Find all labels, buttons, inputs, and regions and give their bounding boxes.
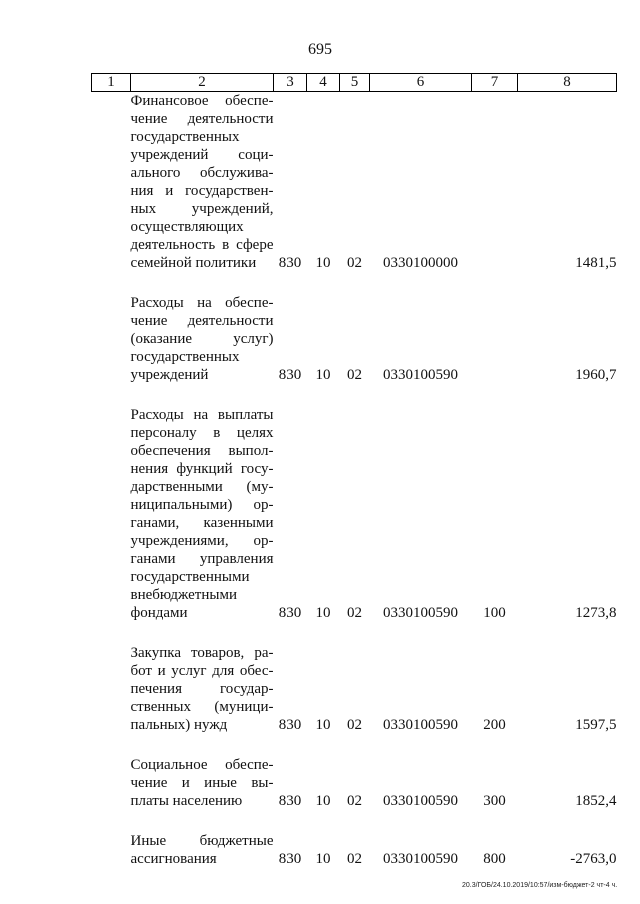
row-description: Расходы на выплаты персоналу в целях обеспечения выполнения функций государственными (муниципальными) органами, казенными учреждениями, органами управления государственными внебюджетными фондами xyxy=(130,407,274,621)
amount-cell: 1273,8 xyxy=(575,605,617,621)
subsection-cell: 02 xyxy=(347,367,362,383)
amount-cell: -2763,0 xyxy=(570,851,617,867)
admin-code-cell: 830 xyxy=(278,367,302,383)
section-cell: 10 xyxy=(315,255,331,271)
amount-cell: 1960,7 xyxy=(575,367,617,383)
section-cell: 10 xyxy=(315,605,331,621)
row-description: Закупка товаров, работ и услуг для обеспечения государственных (муниципальных) нужд xyxy=(130,645,274,733)
admin-code-cell: 830 xyxy=(278,255,302,271)
admin-code-cell: 830 xyxy=(278,851,302,867)
section-cell: 10 xyxy=(315,793,331,809)
column-header-1: 1 xyxy=(92,74,131,92)
table-row xyxy=(92,832,617,868)
column-header-5: 5 xyxy=(340,74,370,92)
row-description: Финансовое обеспечение деятельности государственных учреждений социального обслуживания и государственных учреждений, осуществляющих деятельность в сфере семейной политики xyxy=(130,93,274,271)
amount-cell: 1852,4 xyxy=(575,793,617,809)
row-description: Социальное обеспечение и иные выплаты населению xyxy=(130,757,274,809)
subsection-cell: 02 xyxy=(347,605,362,621)
row-description: Расходы на обеспечение деятельности (оказание услуг) государственных учреждений xyxy=(130,295,274,383)
table-row xyxy=(92,92,617,273)
table-row xyxy=(92,644,617,734)
expense-type-cell: 200 xyxy=(483,717,506,733)
target-article-cell: 0330100590 xyxy=(383,367,458,383)
table-row xyxy=(92,406,617,622)
target-article-cell: 0330100000 xyxy=(383,255,458,271)
column-header-7: 7 xyxy=(472,74,518,92)
row-description: Иные бюджетные ассигнования xyxy=(130,833,274,867)
budget-table xyxy=(91,73,617,868)
section-cell: 10 xyxy=(315,717,331,733)
admin-code-cell: 830 xyxy=(278,605,302,621)
column-header-3: 3 xyxy=(274,74,307,92)
column-header-6: 6 xyxy=(370,74,472,92)
subsection-cell: 02 xyxy=(347,851,362,867)
column-header-2: 2 xyxy=(131,74,274,92)
expense-type-cell: 300 xyxy=(483,793,506,809)
subsection-cell: 02 xyxy=(347,793,362,809)
amount-cell: 1481,5 xyxy=(575,255,617,271)
target-article-cell: 0330100590 xyxy=(383,793,458,809)
subsection-cell: 02 xyxy=(347,717,362,733)
expense-type-cell: 800 xyxy=(483,851,506,867)
admin-code-cell: 830 xyxy=(278,717,302,733)
document-footer-code: 20.3/ГОБ/24.10.2019/10:57/изм-бюджет-2 чт-4 ч. xyxy=(462,882,618,889)
target-article-cell: 0330100590 xyxy=(383,717,458,733)
target-article-cell: 0330100590 xyxy=(383,605,458,621)
table-header-row xyxy=(92,74,617,92)
admin-code-cell: 830 xyxy=(278,793,302,809)
target-article-cell: 0330100590 xyxy=(383,851,458,867)
page-number: 695 xyxy=(308,41,332,58)
expense-type-cell xyxy=(472,92,518,273)
amount-cell: 1597,5 xyxy=(575,717,617,733)
column-header-8: 8 xyxy=(518,74,617,92)
subsection-cell: 02 xyxy=(347,255,362,271)
section-cell: 10 xyxy=(315,851,331,867)
column-header-4: 4 xyxy=(307,74,340,92)
section-cell: 10 xyxy=(315,367,331,383)
expense-type-cell xyxy=(472,294,518,384)
expense-type-cell: 100 xyxy=(483,605,506,621)
table-row xyxy=(92,294,617,384)
table-row xyxy=(92,756,617,810)
